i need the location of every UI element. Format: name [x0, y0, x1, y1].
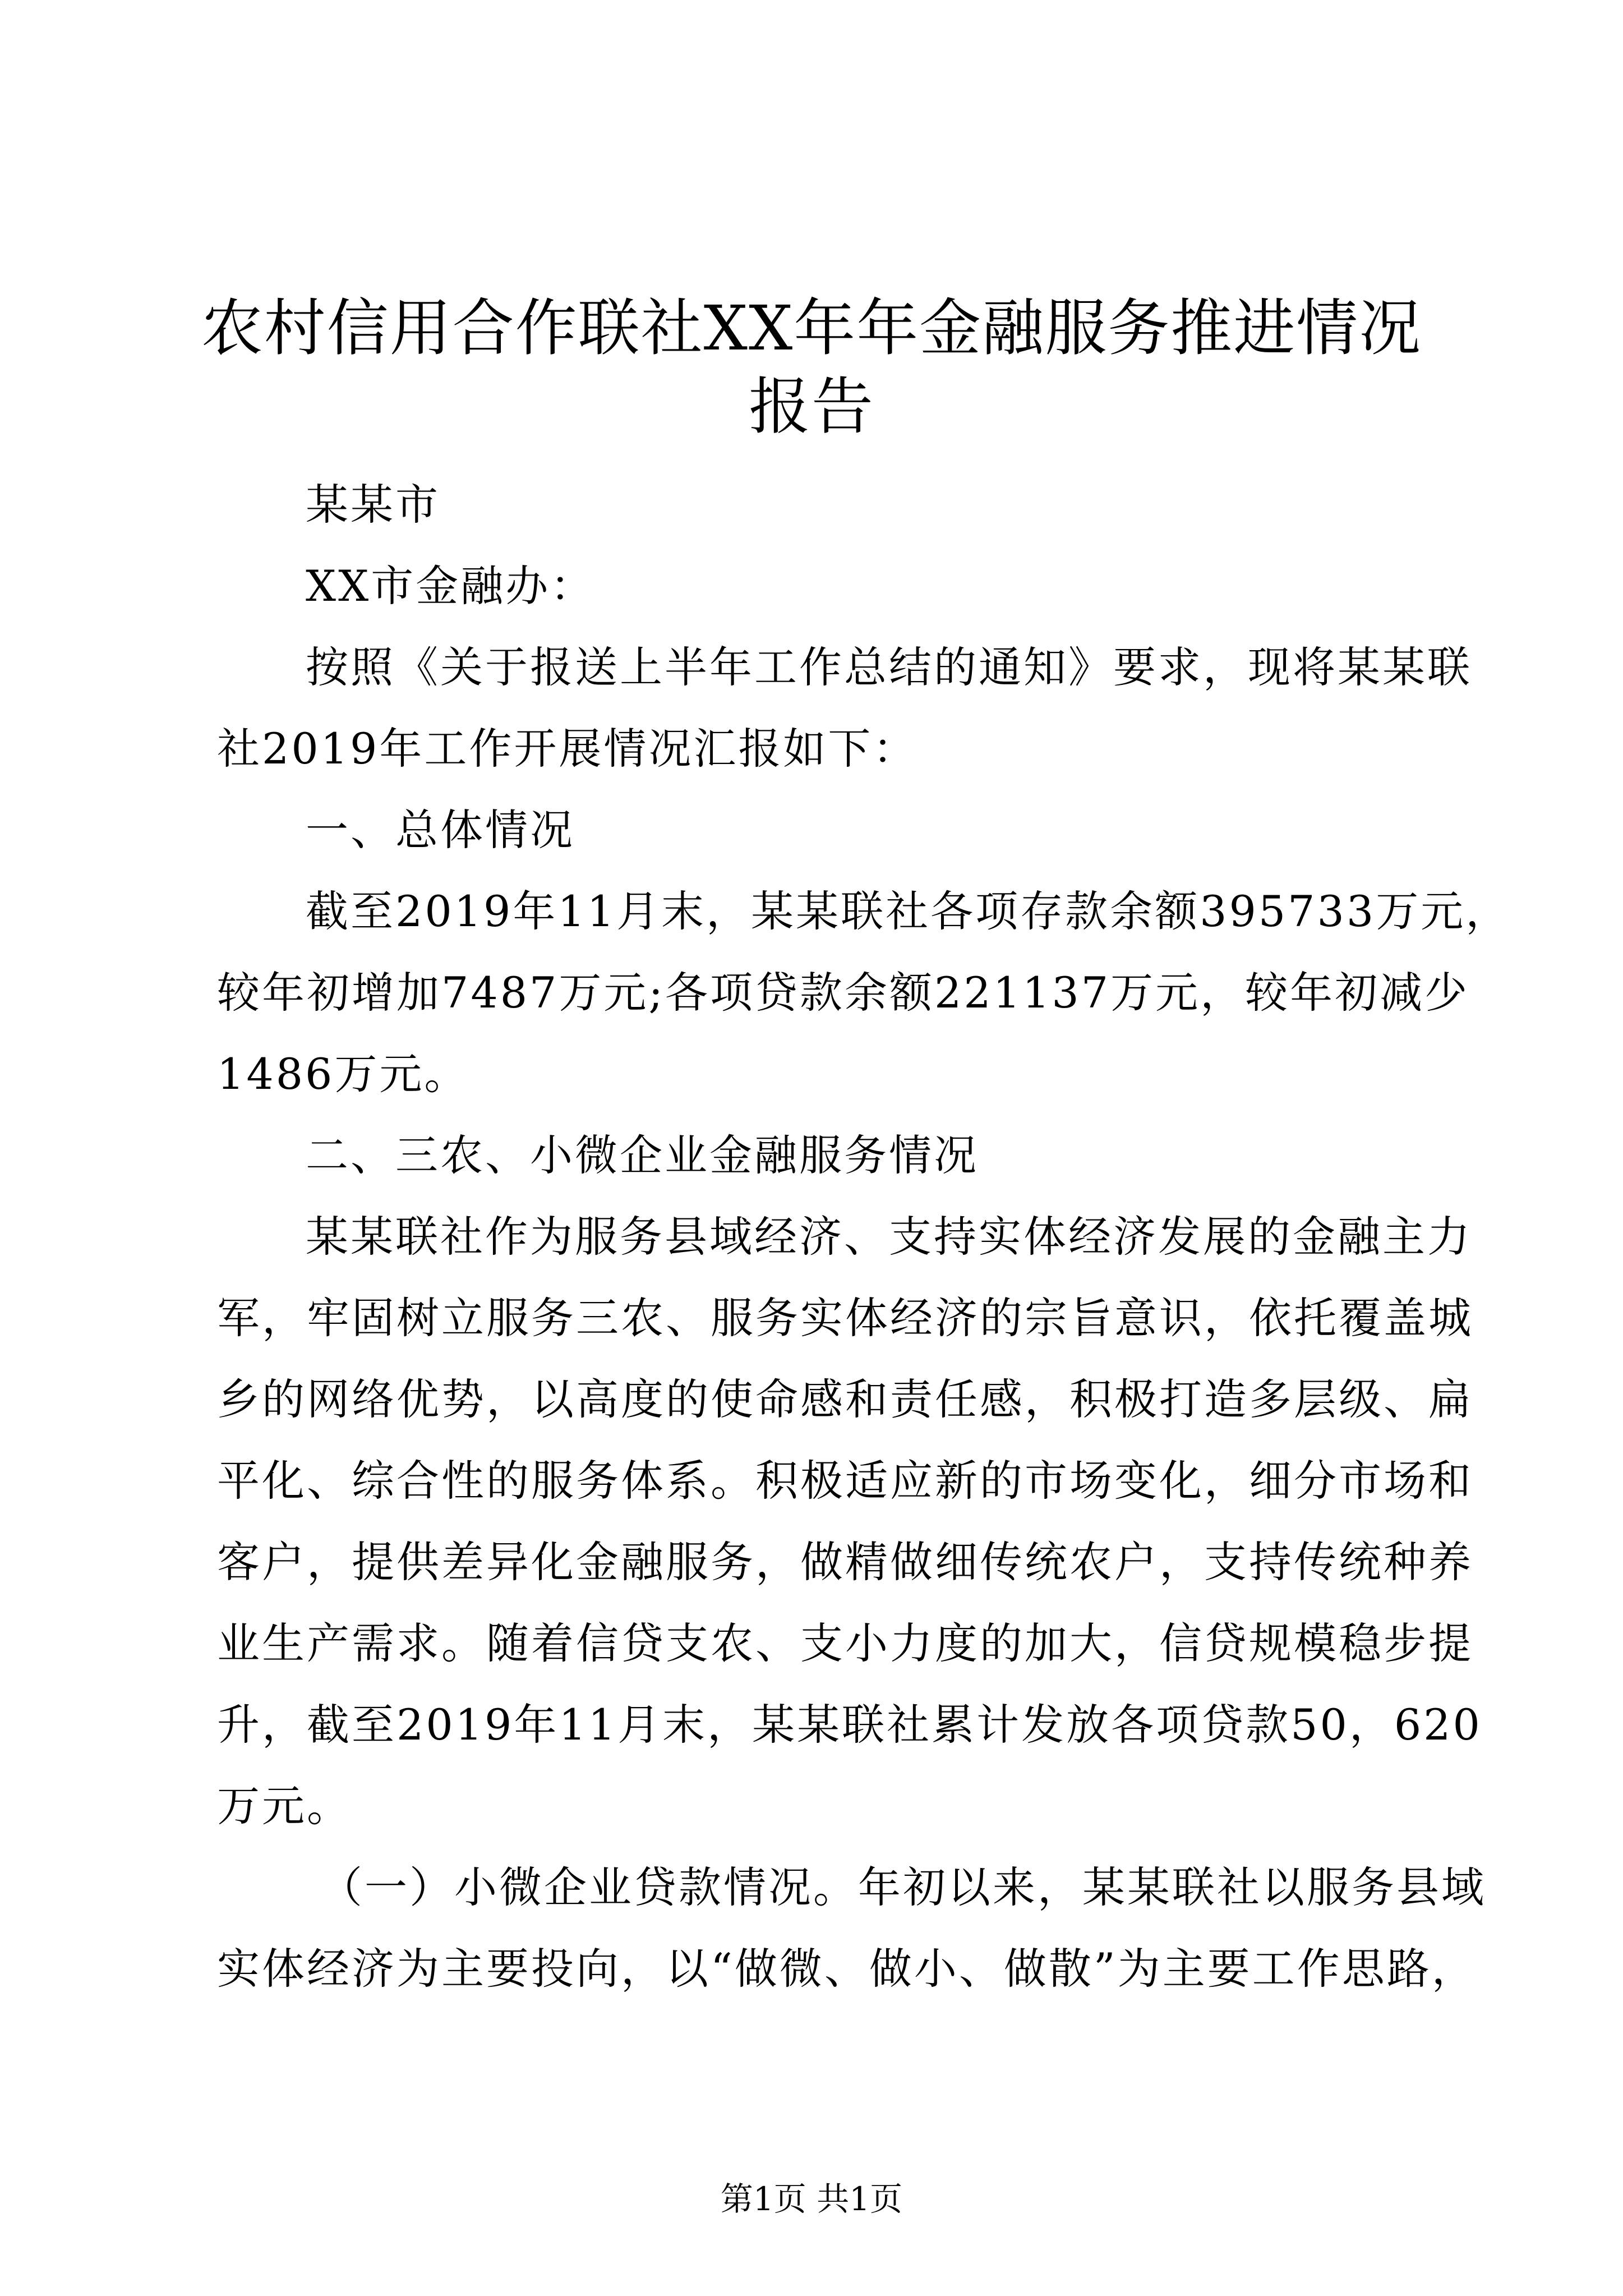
subsection-paragraph-line: （一）小微企业贷款情况。年初以来，某某联社以服务县域 — [320, 1862, 1486, 1912]
paragraph-line: 按照《关于报送上半年工作总结的通知》要求，现将某某联 — [306, 642, 1472, 692]
paragraph-line: 实体经济为主要投向，以“做微、做小、做散”为主要工作思路， — [217, 1944, 1477, 1994]
paragraph-line: 截至2019年11月末，某某联社各项存款余额395733万元， — [306, 886, 1511, 936]
recipient-city: 某某市 — [306, 480, 440, 530]
paragraph-line: 军，牢固树立服务三农、服务实体经济的宗旨意识，依托覆盖城 — [217, 1293, 1473, 1343]
paragraph-line: 万元。 — [217, 1781, 352, 1831]
paragraph-line: 平化、综合性的服务体系。积极适应新的市场变化，细分市场和 — [217, 1456, 1473, 1506]
section-heading-2: 二、三农、小微企业金融服务情况 — [306, 1130, 979, 1180]
paragraph-line: 较年初增加7487万元;各项贷款余额221137万元，较年初减少 — [217, 968, 1470, 1018]
paragraph-line: 业生产需求。随着信贷支农、支小力度的加大，信贷规模稳步提 — [217, 1618, 1473, 1668]
document-title-line-1: 农村信用合作联社XX年年金融服务推进情况 — [201, 292, 1422, 364]
page-footer: 第1页 共1页 — [720, 2180, 903, 2218]
paragraph-line: 1486万元。 — [217, 1049, 469, 1099]
paragraph-line: 升，截至2019年11月末，某某联社累计发放各项贷款50，620 — [217, 1700, 1482, 1750]
recipient-office: XX市金融办： — [306, 561, 596, 611]
document-title-line-2: 报告 — [749, 371, 874, 443]
paragraph-line: 某某联社作为服务县域经济、支持实体经济发展的金融主力 — [306, 1212, 1472, 1262]
paragraph-line: 社2019年工作开展情况汇报如下： — [217, 724, 918, 774]
paragraph-line: 客户，提供差异化金融服务，做精做细传统农户，支持传统种养 — [217, 1537, 1473, 1587]
section-heading-1: 一、总体情况 — [306, 805, 575, 855]
paragraph-line: 乡的网络优势，以高度的使命感和责任感，积极打造多层级、扁 — [217, 1374, 1473, 1424]
